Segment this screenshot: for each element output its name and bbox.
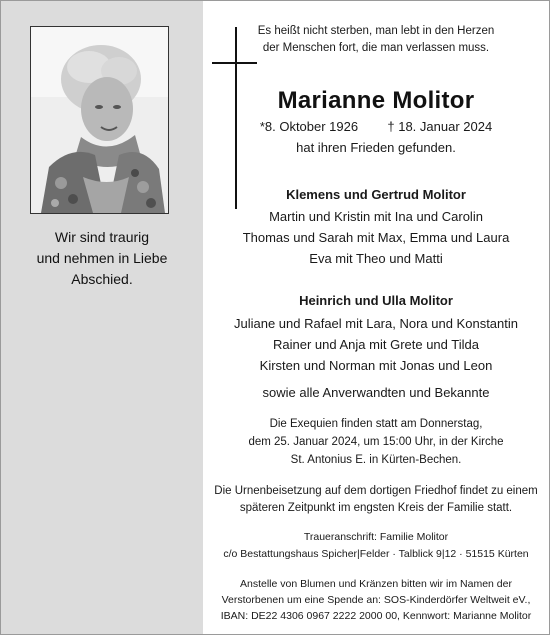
family1-member: Martin und Kristin mit Ina und Carolin [269,209,483,224]
relatives-line: sowie alle Anverwandten und Bekannte [262,385,490,400]
quote-line: der Menschen fort, die man verlassen muss. [262,42,490,54]
farewell-line: Wir sind traurig [54,229,150,245]
urn-line: späteren Zeitpunkt im engsten Kreis der Familie statt. [239,502,513,514]
family2-head: Heinrich und Ulla Molitor [299,293,453,308]
farewell-line: Abschied. [71,271,133,287]
left-panel [1,1,203,634]
peace-line: hat ihren Frieden gefunden. [296,140,456,155]
birth-star-icon: * [259,119,265,134]
farewell-line: und nehmen in Liebe [36,250,168,266]
family2-member: Kirsten und Norman mit Jonas und Leon [259,358,493,373]
family2-member: Juliane und Rafael mit Lara, Nora und Konstantin [233,316,518,331]
farewell-text [1,227,203,290]
portrait-photo [30,26,169,214]
death-date: 18. Januar 2024 [398,119,493,134]
address-line: c/o Bestattungshaus Spicher|Felder · Talblick 9|12 · 51515 Kürten [223,548,529,560]
death-cross-icon: † [387,119,395,134]
family1-member: Eva mit Theo und Matti [309,251,443,266]
address-line: Traueranschrift: Familie Molitor [303,531,449,543]
deceased-name: Marianne Molitor [277,87,475,114]
family2-member: Rainer und Anja mit Grete und Tilda [273,337,479,352]
cross-horizontal [212,62,257,64]
donation-line: Verstorbenen um eine Spende an: SOS-Kinderdörfer Weltweit eV., [221,594,531,606]
donation-line: IBAN: DE22 4306 0967 2222 2000 00, Kennwort: Marianne Molitor [220,610,532,622]
exequien-line: Die Exequien finden statt am Donnerstag, [269,418,483,430]
portrait-image [31,27,168,213]
urn-line: Die Urnenbeisetzung auf dem dortigen Friedhof findet zu einem [214,485,538,497]
cross-vertical [235,27,237,209]
family1-member: Thomas und Sarah mit Max, Emma und Laura [242,230,510,245]
family1-head: Klemens und Gertrud Molitor [286,187,466,202]
exequien-line: St. Antonius E. in Kürten-Bechen. [290,454,462,466]
exequien-line: dem 25. Januar 2024, um 15:00 Uhr, in der Kirche [248,436,504,448]
life-dates [203,119,549,134]
birth-date: 8. Oktober 1926 [264,119,359,134]
quote-line: Es heißt nicht sterben, man lebt in den Herzen [257,25,495,37]
donation-line: Anstelle von Blumen und Kränzen bitten wir im Namen der [240,578,512,590]
